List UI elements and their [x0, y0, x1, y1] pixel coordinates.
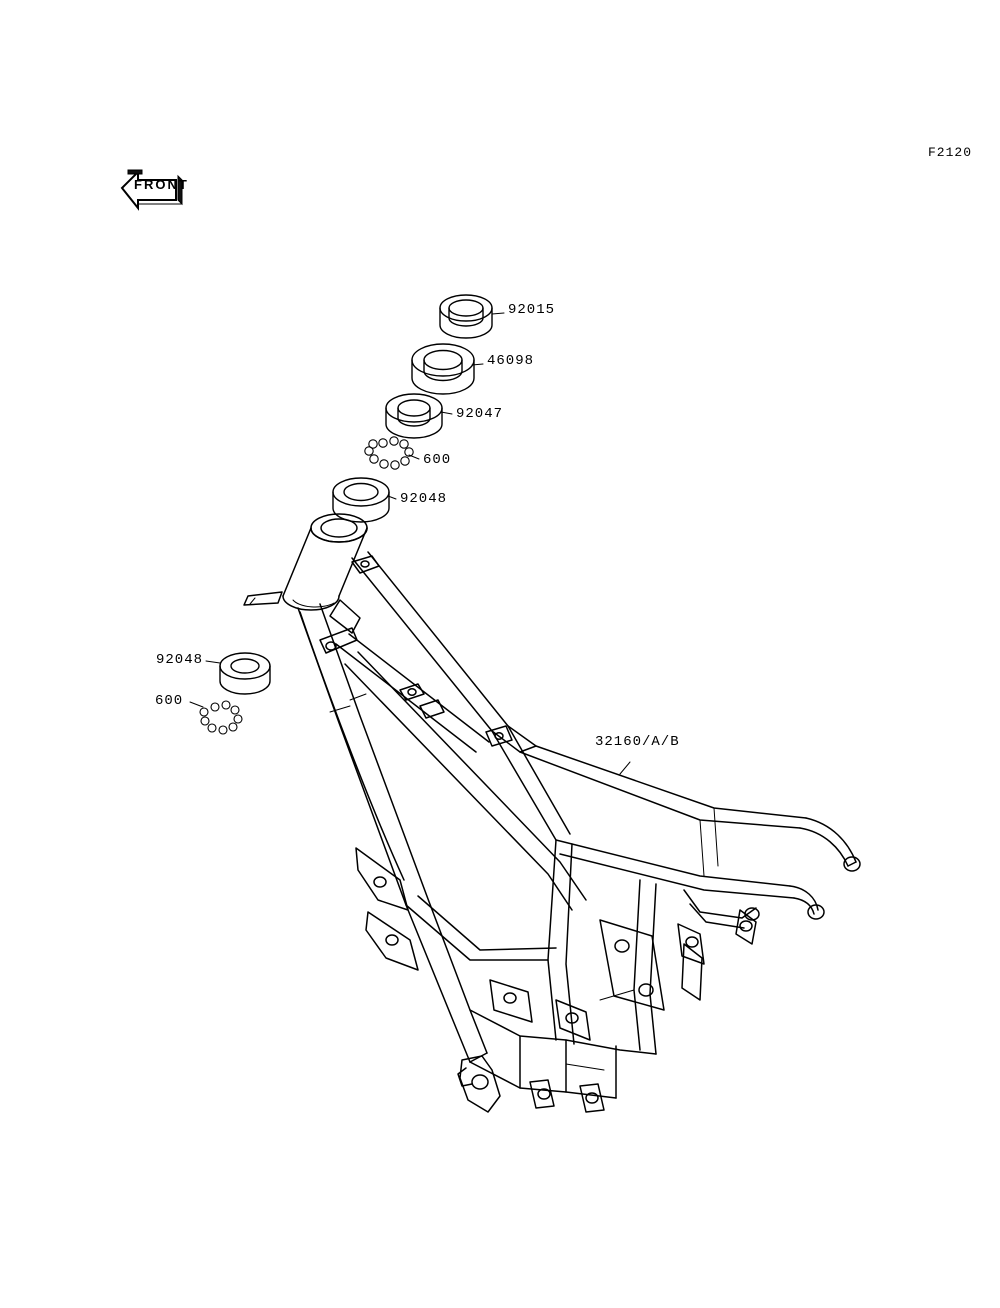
callout-92047: 92047 [456, 406, 504, 422]
callout-600-upper: 600 [423, 452, 452, 468]
part-46098 [412, 344, 474, 394]
callout-92015: 92015 [508, 302, 556, 318]
callout-600-lower: 600 [155, 693, 184, 709]
part-92047 [386, 394, 442, 438]
part-32160-frame [244, 514, 860, 1112]
part-600-lower [200, 701, 242, 734]
callout-92048-upper: 92048 [400, 491, 448, 507]
part-92048-left [220, 653, 270, 694]
callout-leaders [190, 313, 630, 774]
part-92015 [440, 295, 492, 338]
callout-46098: 46098 [487, 353, 535, 369]
sheet-code: F2120 [927, 145, 972, 160]
callout-32160: 32160/A/B [595, 734, 680, 750]
front-label: FRONT [134, 177, 189, 192]
part-92048-upper [333, 478, 389, 522]
callout-92048-left: 92048 [156, 652, 204, 668]
part-600-upper [365, 437, 413, 469]
